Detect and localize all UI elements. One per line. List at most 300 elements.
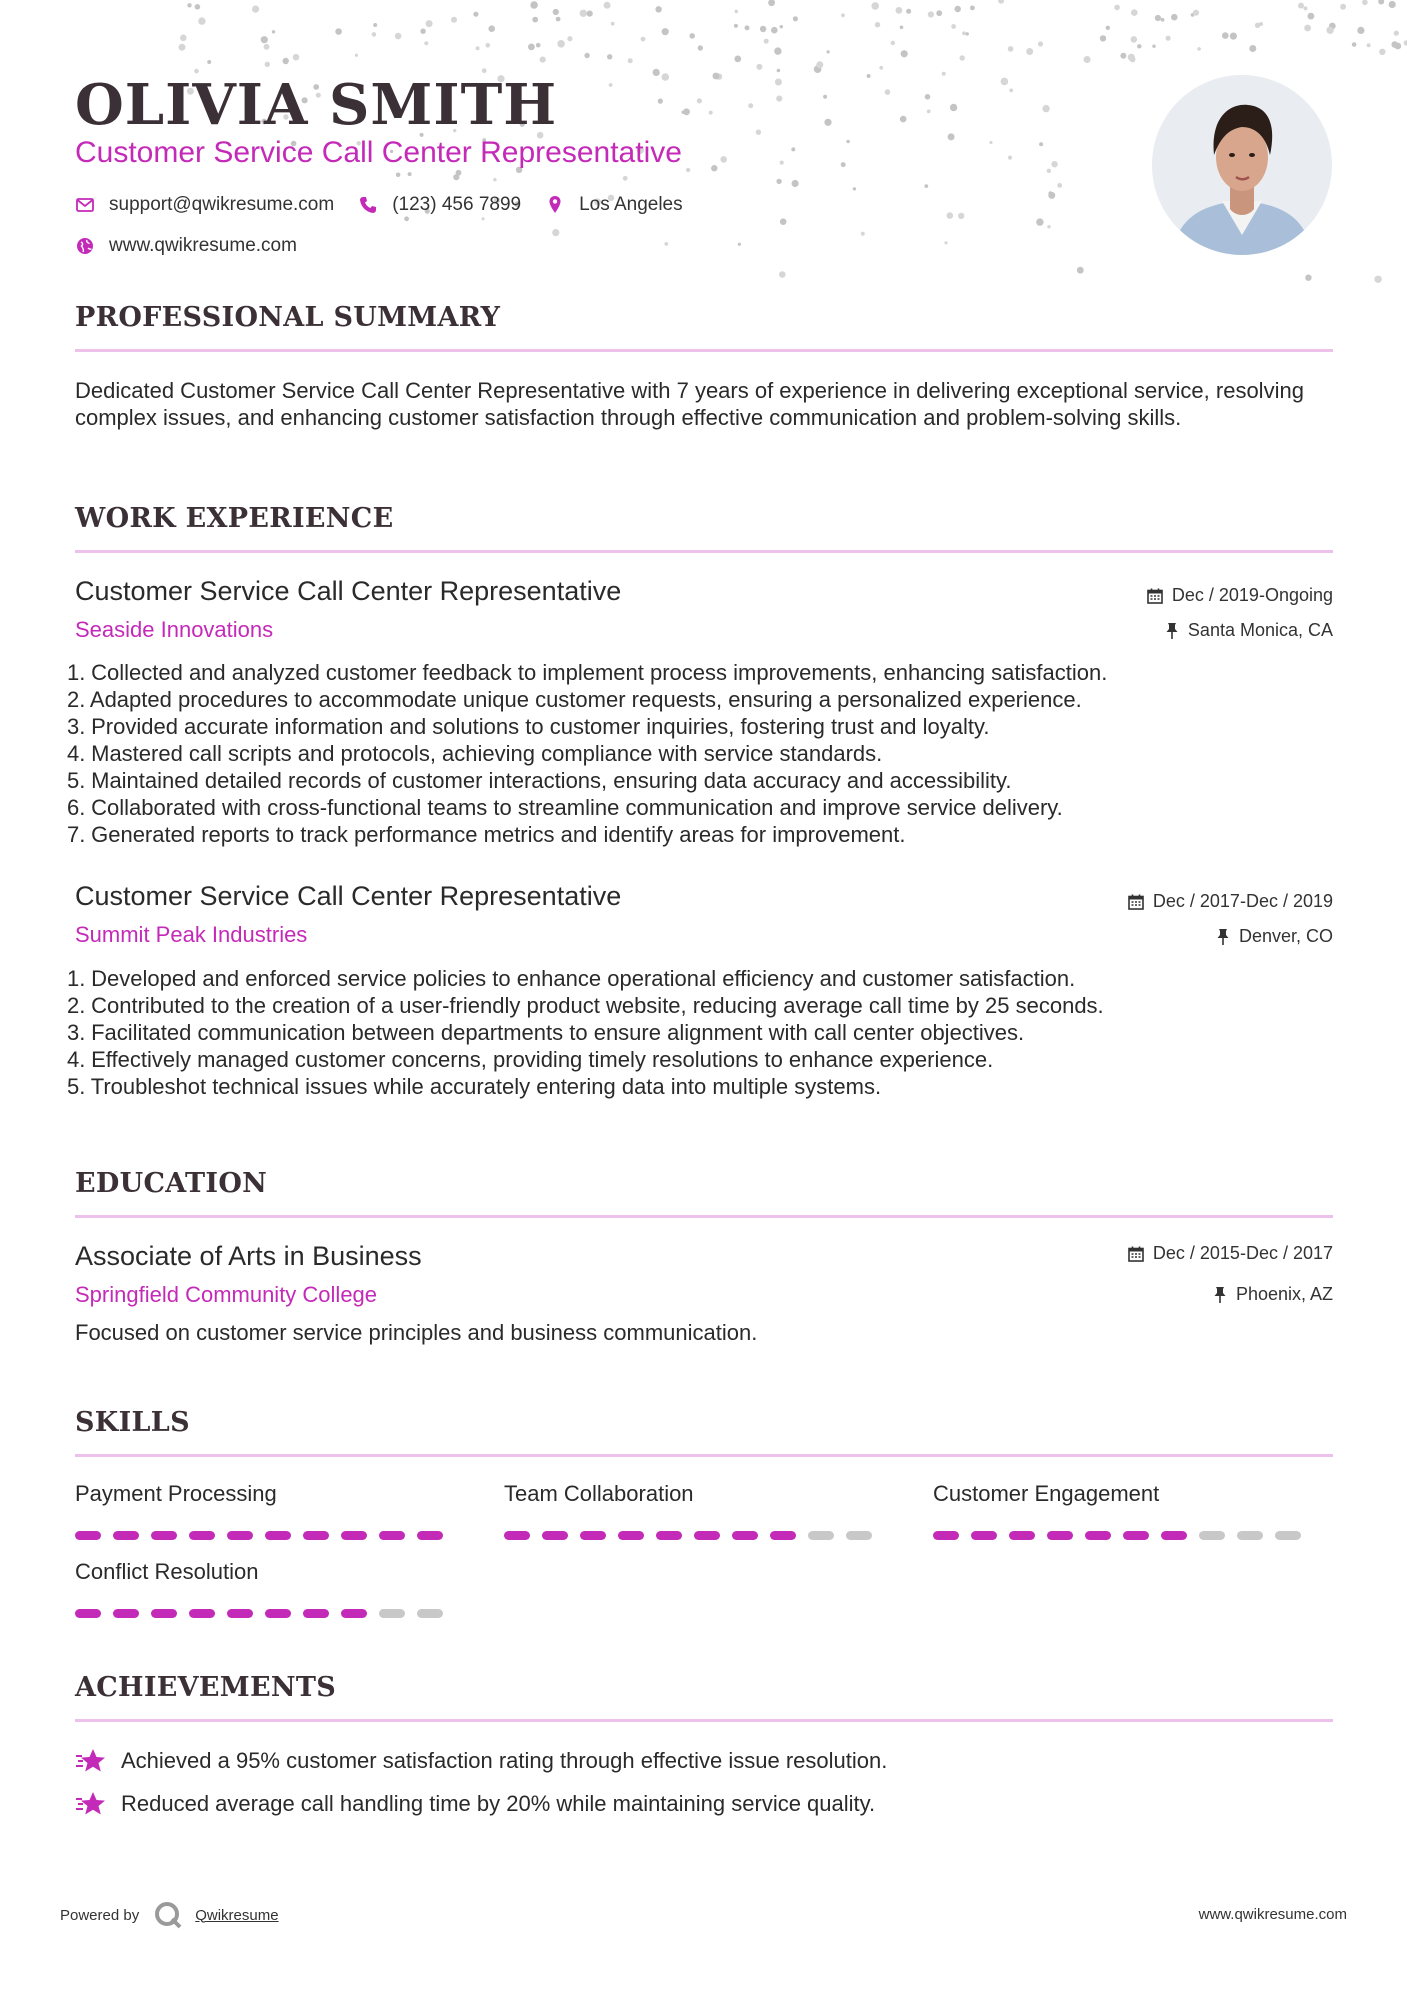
decor-dot [1166, 36, 1171, 41]
bullet-text: Mastered call scripts and protocols, achieving compliance with service standards. [85, 741, 883, 766]
bullet-number: 5. [67, 1074, 86, 1099]
skill-name: Payment Processing [75, 1481, 277, 1506]
skill-segment-filled [75, 1531, 101, 1540]
decor-dot [1131, 9, 1138, 16]
bullet-number: 2. [67, 687, 86, 712]
pushpin-icon [1215, 928, 1231, 946]
job-bullet [67, 1046, 1333, 1073]
decor-dot [879, 66, 883, 70]
contact-row [75, 194, 707, 216]
decor-dot [528, 44, 535, 51]
decor-dot [841, 162, 846, 167]
job-title: Customer Service Call Center Representative [75, 881, 622, 911]
decor-dot [1131, 36, 1138, 43]
job-company: Summit Peak Industries [75, 922, 308, 947]
pushpin-icon [1164, 622, 1180, 640]
job-title: Customer Service Call Center Representative [75, 576, 622, 606]
decor-dot [476, 46, 480, 50]
decor-dot [604, 2, 611, 9]
job-bullet [67, 992, 1333, 1019]
decor-dot [1394, 43, 1401, 50]
education-description: Focused on customer service principles and business communication. [75, 1320, 758, 1345]
decor-dot [1106, 26, 1110, 30]
summary-text: Dedicated Customer Service Call Center Representative with 7 years of experience in delivering exceptional service, resolving complex issues, and enhancing customer satisfaction through effective communication and problem-solving skills. [75, 378, 1304, 430]
decor-dot [1047, 169, 1051, 173]
decor-dot [607, 54, 612, 59]
contact-email[interactable] [75, 194, 334, 216]
skill-name: Conflict Resolution [75, 1559, 259, 1584]
decor-dot [1304, 25, 1311, 32]
decor-dot [283, 58, 289, 64]
education-dates [1127, 1243, 1333, 1264]
decor-dot [791, 147, 795, 151]
decor-dot [557, 40, 565, 48]
job-bullets [67, 965, 1333, 1100]
decor-dot [748, 103, 753, 108]
section-divider [75, 1454, 1333, 1457]
decor-dot [451, 17, 457, 23]
decor-dot [1130, 57, 1136, 63]
section-divider [75, 349, 1333, 352]
skill-segment-empty [379, 1609, 405, 1618]
skill-name: Team Collaboration [504, 1481, 694, 1506]
section-title-skills: SKILLS [75, 1407, 190, 1438]
decor-dot [686, 168, 690, 172]
section-title-summary: PROFESSIONAL SUMMARY [75, 302, 501, 333]
job-bullet [67, 740, 1333, 767]
decor-dot [792, 180, 799, 187]
decor-dot [1304, 6, 1308, 10]
job-dates-text: Dec / 2017-Dec / 2019 [1152, 891, 1333, 911]
decor-dot [355, 54, 358, 57]
decor-dot [662, 28, 669, 35]
decor-dot [846, 140, 849, 143]
calendar-icon [1127, 893, 1145, 911]
decor-dot [951, 24, 956, 29]
school-name: Springfield Community College [75, 1282, 378, 1307]
decor-dot [664, 242, 668, 246]
decor-dot [198, 17, 205, 24]
skill-item [504, 1481, 884, 1540]
skill-segment-empty [1199, 1531, 1225, 1540]
decor-dot [966, 32, 969, 35]
bullet-text: Generated reports to track performance metrics and identify areas for improvement. [85, 822, 906, 847]
decor-dot [1114, 5, 1120, 11]
bullet-text: Contributed to the creation of a user-friendly product website, reducing average call time by 25 seconds. [85, 993, 1104, 1018]
skill-segment-empty [808, 1531, 834, 1540]
section-divider [75, 1215, 1333, 1218]
job-company: Seaside Innovations [75, 617, 274, 642]
bullet-number: 5. [67, 768, 86, 793]
job-bullet [67, 767, 1333, 794]
bullet-text: Facilitated communication between departments to ensure alignment with call center objectives. [85, 1020, 1025, 1045]
decor-dot [841, 13, 845, 17]
globe-icon [75, 236, 95, 256]
decor-dot [896, 7, 903, 14]
decor-dot [950, 104, 957, 111]
decor-dot [587, 11, 593, 17]
skill-segment-filled [341, 1609, 367, 1618]
decor-dot [1357, 27, 1364, 34]
decor-dot [420, 29, 425, 34]
decor-dot [780, 161, 784, 165]
decor-dot [532, 17, 538, 23]
decor-dot [553, 9, 559, 15]
bullet-text: Effectively managed customer concerns, providing timely resolutions to enhance experience. [85, 1047, 994, 1072]
decor-dot [958, 213, 964, 219]
decor-dot [424, 41, 428, 45]
skill-item [75, 1559, 455, 1618]
decor-dot [195, 4, 201, 10]
decor-dot [824, 119, 831, 126]
map-pin-icon [545, 195, 565, 215]
decor-dot [1378, 0, 1384, 5]
qwikresume-logo-icon [153, 1900, 183, 1930]
decor-dot [1048, 191, 1052, 195]
bullet-number: 4. [67, 1047, 86, 1072]
decor-dot [372, 32, 377, 37]
decor-dot [989, 141, 992, 144]
skill-segment-filled [113, 1531, 139, 1540]
decor-dot [777, 69, 781, 73]
decor-dot [1039, 142, 1043, 146]
achievement-item [75, 1791, 875, 1817]
job-dates-text: Dec / 2019-Ongoing [1171, 585, 1333, 605]
skill-segment-filled [656, 1531, 682, 1540]
decor-dot [1308, 13, 1315, 20]
decor-dot [488, 25, 495, 32]
envelope-icon [75, 195, 95, 215]
decor-dot [1404, 40, 1407, 45]
decor-dot [756, 130, 761, 135]
decor-dot [1120, 53, 1126, 59]
job-bullet [67, 965, 1333, 992]
skill-segment-filled [151, 1609, 177, 1618]
decor-dot [265, 62, 270, 67]
decor-dot [776, 179, 781, 184]
decor-dot [867, 74, 871, 78]
decor-dot [927, 110, 931, 114]
bullet-number: 7. [67, 822, 86, 847]
skill-segment-filled [303, 1531, 329, 1540]
decor-dot [1100, 35, 1106, 41]
decor-dot [1197, 47, 1201, 51]
decor-dot [689, 33, 695, 39]
qwikresume-link[interactable]: Qwikresume [195, 1906, 279, 1924]
decor-dot [1326, 27, 1333, 34]
job-bullet [67, 713, 1333, 740]
decor-dot [536, 43, 541, 48]
bullet-number: 6. [67, 795, 86, 820]
skill-segment-filled [542, 1531, 568, 1540]
skill-segment-empty [846, 1531, 872, 1540]
skill-segment-filled [227, 1531, 253, 1540]
skill-segment-filled [933, 1531, 959, 1540]
decor-dot [698, 45, 703, 50]
decor-dot [623, 176, 628, 181]
decor-dot [775, 79, 782, 86]
skill-segment-filled [1009, 1531, 1035, 1540]
decor-dot [180, 35, 187, 42]
job-bullet [67, 794, 1333, 821]
decor-dot [735, 10, 739, 14]
decor-dot [1001, 78, 1009, 86]
decor-dot [1026, 48, 1033, 55]
decor-dot [998, 0, 1004, 4]
job-bullet [67, 1073, 1333, 1100]
contact-phone[interactable] [358, 194, 521, 216]
decor-dot [1230, 33, 1237, 40]
bullet-number: 4. [67, 741, 86, 766]
footer-website[interactable]: www.qwikresume.com [1198, 1906, 1347, 1923]
decor-dot [764, 39, 769, 44]
decor-dot [373, 23, 377, 27]
decor-dot [891, 41, 895, 45]
footer-powered-by [60, 1900, 279, 1930]
section-divider [75, 1719, 1333, 1722]
decor-dot [944, 241, 947, 244]
decor-dot [1305, 275, 1311, 281]
decor-dot [942, 72, 946, 76]
decor-dot [395, 33, 402, 40]
decor-dot [1084, 56, 1091, 63]
skill-segment-filled [732, 1531, 758, 1540]
powered-by-text: Powered by [60, 1906, 140, 1924]
website-row [75, 235, 321, 257]
decor-dot [335, 28, 342, 35]
decor-dot [540, 57, 546, 63]
decor-dot [720, 156, 727, 163]
bullet-number: 3. [67, 1020, 86, 1045]
decor-dot [658, 99, 663, 104]
decor-dot [816, 61, 823, 68]
decor-dot [738, 243, 741, 246]
decor-dot [493, 178, 496, 181]
decor-dot [1155, 15, 1161, 21]
star-icon [75, 1748, 107, 1774]
location-text: Los Angeles [579, 194, 683, 215]
decor-dot [779, 271, 786, 278]
decor-dot [948, 133, 955, 140]
skill-segment-filled [770, 1531, 796, 1540]
bullet-number: 1. [67, 966, 86, 991]
bullet-text: Collaborated with cross-functional teams to streamline communication and improve service delivery. [85, 795, 1063, 820]
calendar-icon [1127, 1245, 1145, 1263]
decor-dot [456, 170, 462, 176]
skill-segment-filled [1047, 1531, 1073, 1540]
decor-dot [760, 26, 766, 32]
decor-dot [900, 26, 904, 30]
decor-dot [780, 25, 783, 28]
decor-dot [962, 31, 966, 35]
decor-dot [925, 94, 931, 100]
bullet-number: 1. [67, 660, 86, 685]
decor-dot [774, 47, 781, 54]
decor-dot [861, 232, 865, 236]
decor-dot [1394, 31, 1399, 36]
decor-dot [768, 0, 775, 6]
decor-dot [1193, 10, 1199, 16]
job-location [1164, 620, 1333, 641]
decor-dot [875, 22, 880, 27]
decor-dot [970, 6, 975, 11]
decor-dot [187, 3, 191, 7]
calendar-icon [1146, 587, 1164, 605]
decor-dot [756, 64, 762, 70]
decor-dot [906, 9, 911, 14]
bullet-text: Adapted procedures to accommodate unique customer requests, ensuring a personalized experience. [85, 687, 1082, 712]
decor-dot [1057, 183, 1062, 188]
skill-segment-filled [189, 1531, 215, 1540]
bullet-number: 2. [67, 993, 86, 1018]
decor-dot [713, 73, 720, 80]
decor-dot [396, 173, 401, 178]
decor-dot [928, 11, 934, 17]
decor-dot [567, 36, 572, 41]
job-location [1215, 926, 1333, 947]
decor-dot [1036, 218, 1043, 225]
skill-segment-filled [417, 1531, 443, 1540]
decor-dot [611, 22, 615, 26]
pushpin-icon [1212, 1286, 1228, 1304]
skill-item [75, 1481, 455, 1540]
skill-segment-empty [1275, 1531, 1301, 1540]
decor-dot [426, 20, 433, 27]
decor-dot [697, 98, 702, 103]
section-title-experience: WORK EXPERIENCE [75, 503, 394, 534]
skill-segment-filled [379, 1531, 405, 1540]
skill-segment-filled [303, 1609, 329, 1618]
job-bullets [67, 659, 1333, 848]
contact-website[interactable] [75, 235, 297, 257]
skill-segment-empty [417, 1609, 443, 1618]
decor-dot [552, 229, 559, 236]
decor-dot [709, 111, 713, 115]
section-title-achievements: ACHIEVEMENTS [75, 1672, 337, 1703]
bullet-text: Troubleshot technical issues while accurately entering data into multiple systems. [85, 1074, 882, 1099]
decor-dot [1340, 4, 1346, 10]
skill-segment-filled [265, 1609, 291, 1618]
degree-title: Associate of Arts in Business [75, 1241, 422, 1271]
decor-dot [1249, 45, 1256, 52]
decor-dot [1008, 156, 1012, 160]
decor-dot [871, 2, 879, 10]
education-dates-text: Dec / 2015-Dec / 2017 [1152, 1243, 1333, 1263]
decor-dot [272, 30, 275, 33]
skill-level-bar [75, 1609, 455, 1618]
skill-segment-filled [189, 1609, 215, 1618]
phone-icon [358, 195, 378, 215]
decor-dot [901, 50, 908, 57]
job-dates [1146, 585, 1333, 606]
achievement-text: Reduced average call handling time by 20% while maintaining service quality. [121, 1791, 876, 1816]
decor-dot [530, 1, 538, 9]
decor-dot [1352, 42, 1357, 47]
decor-dot [1152, 45, 1155, 48]
decor-dot [1222, 32, 1229, 39]
decor-dot [1362, 0, 1368, 5]
decor-dot [179, 44, 186, 51]
skill-segment-filled [1161, 1531, 1187, 1540]
decor-dot [655, 6, 661, 12]
bullet-text: Maintained detailed records of customer interactions, ensuring data accuracy and accessibility. [85, 768, 1012, 793]
decor-dot [885, 89, 891, 95]
decor-dot [641, 37, 646, 42]
candidate-name: OLIVIA SMITH [75, 72, 558, 138]
decor-dot [936, 10, 942, 16]
skill-segment-filled [151, 1531, 177, 1540]
education-location [1212, 1284, 1333, 1305]
decor-dot [1077, 267, 1084, 274]
decor-dot [771, 27, 778, 34]
skill-level-bar [75, 1531, 455, 1540]
email-text: support@qwikresume.com [109, 194, 335, 215]
decor-dot [628, 58, 633, 63]
decor-dot [955, 6, 961, 12]
website-text: www.qwikresume.com [109, 235, 297, 256]
decor-dot [653, 69, 660, 76]
decor-dot [261, 36, 268, 43]
education-location-text: Phoenix, AZ [1235, 1284, 1333, 1304]
decor-dot [473, 12, 478, 17]
decor-dot [1161, 18, 1165, 22]
profile-photo [1152, 75, 1332, 255]
decor-dot [960, 55, 965, 60]
skill-segment-filled [1085, 1531, 1111, 1540]
decor-dot [1038, 41, 1043, 46]
decor-dot [556, 17, 561, 22]
decor-dot [293, 54, 300, 61]
contact-location [545, 194, 683, 216]
decor-dot [580, 10, 587, 17]
achievement-item [75, 1748, 887, 1774]
decor-dot [924, 184, 928, 188]
decor-dot [264, 44, 270, 50]
skill-level-bar [933, 1531, 1313, 1540]
job-bullet [67, 659, 1333, 686]
skill-segment-filled [341, 1531, 367, 1540]
bullet-text: Provided accurate information and solutions to customer inquiries, fostering trust and loyalty. [85, 714, 990, 739]
skill-segment-filled [265, 1531, 291, 1540]
phone-text: (123) 456 7899 [392, 194, 522, 215]
decor-dot [1389, 1, 1396, 8]
job-bullet [67, 821, 1333, 848]
decor-dot [776, 96, 782, 102]
skill-name: Customer Engagement [933, 1481, 1160, 1506]
decor-dot [408, 172, 412, 176]
decor-dot [1171, 14, 1178, 21]
decor-dot [827, 50, 830, 53]
decor-dot [823, 95, 827, 99]
decor-dot [662, 73, 670, 81]
decor-dot [1137, 44, 1141, 48]
skill-segment-filled [113, 1609, 139, 1618]
decor-dot [1042, 105, 1049, 112]
decor-dot [404, 216, 409, 221]
decor-dot [734, 24, 738, 28]
job-location-text: Santa Monica, CA [1187, 620, 1333, 640]
decor-dot [780, 218, 787, 225]
decor-dot [1298, 3, 1304, 9]
decor-dot [682, 111, 685, 114]
decor-dot [609, 83, 613, 87]
decor-dot [947, 212, 954, 219]
job-bullet [67, 1019, 1333, 1046]
decor-dot [734, 56, 741, 63]
skill-segment-filled [75, 1609, 101, 1618]
skill-segment-filled [971, 1531, 997, 1540]
section-title-education: EDUCATION [75, 1168, 268, 1199]
